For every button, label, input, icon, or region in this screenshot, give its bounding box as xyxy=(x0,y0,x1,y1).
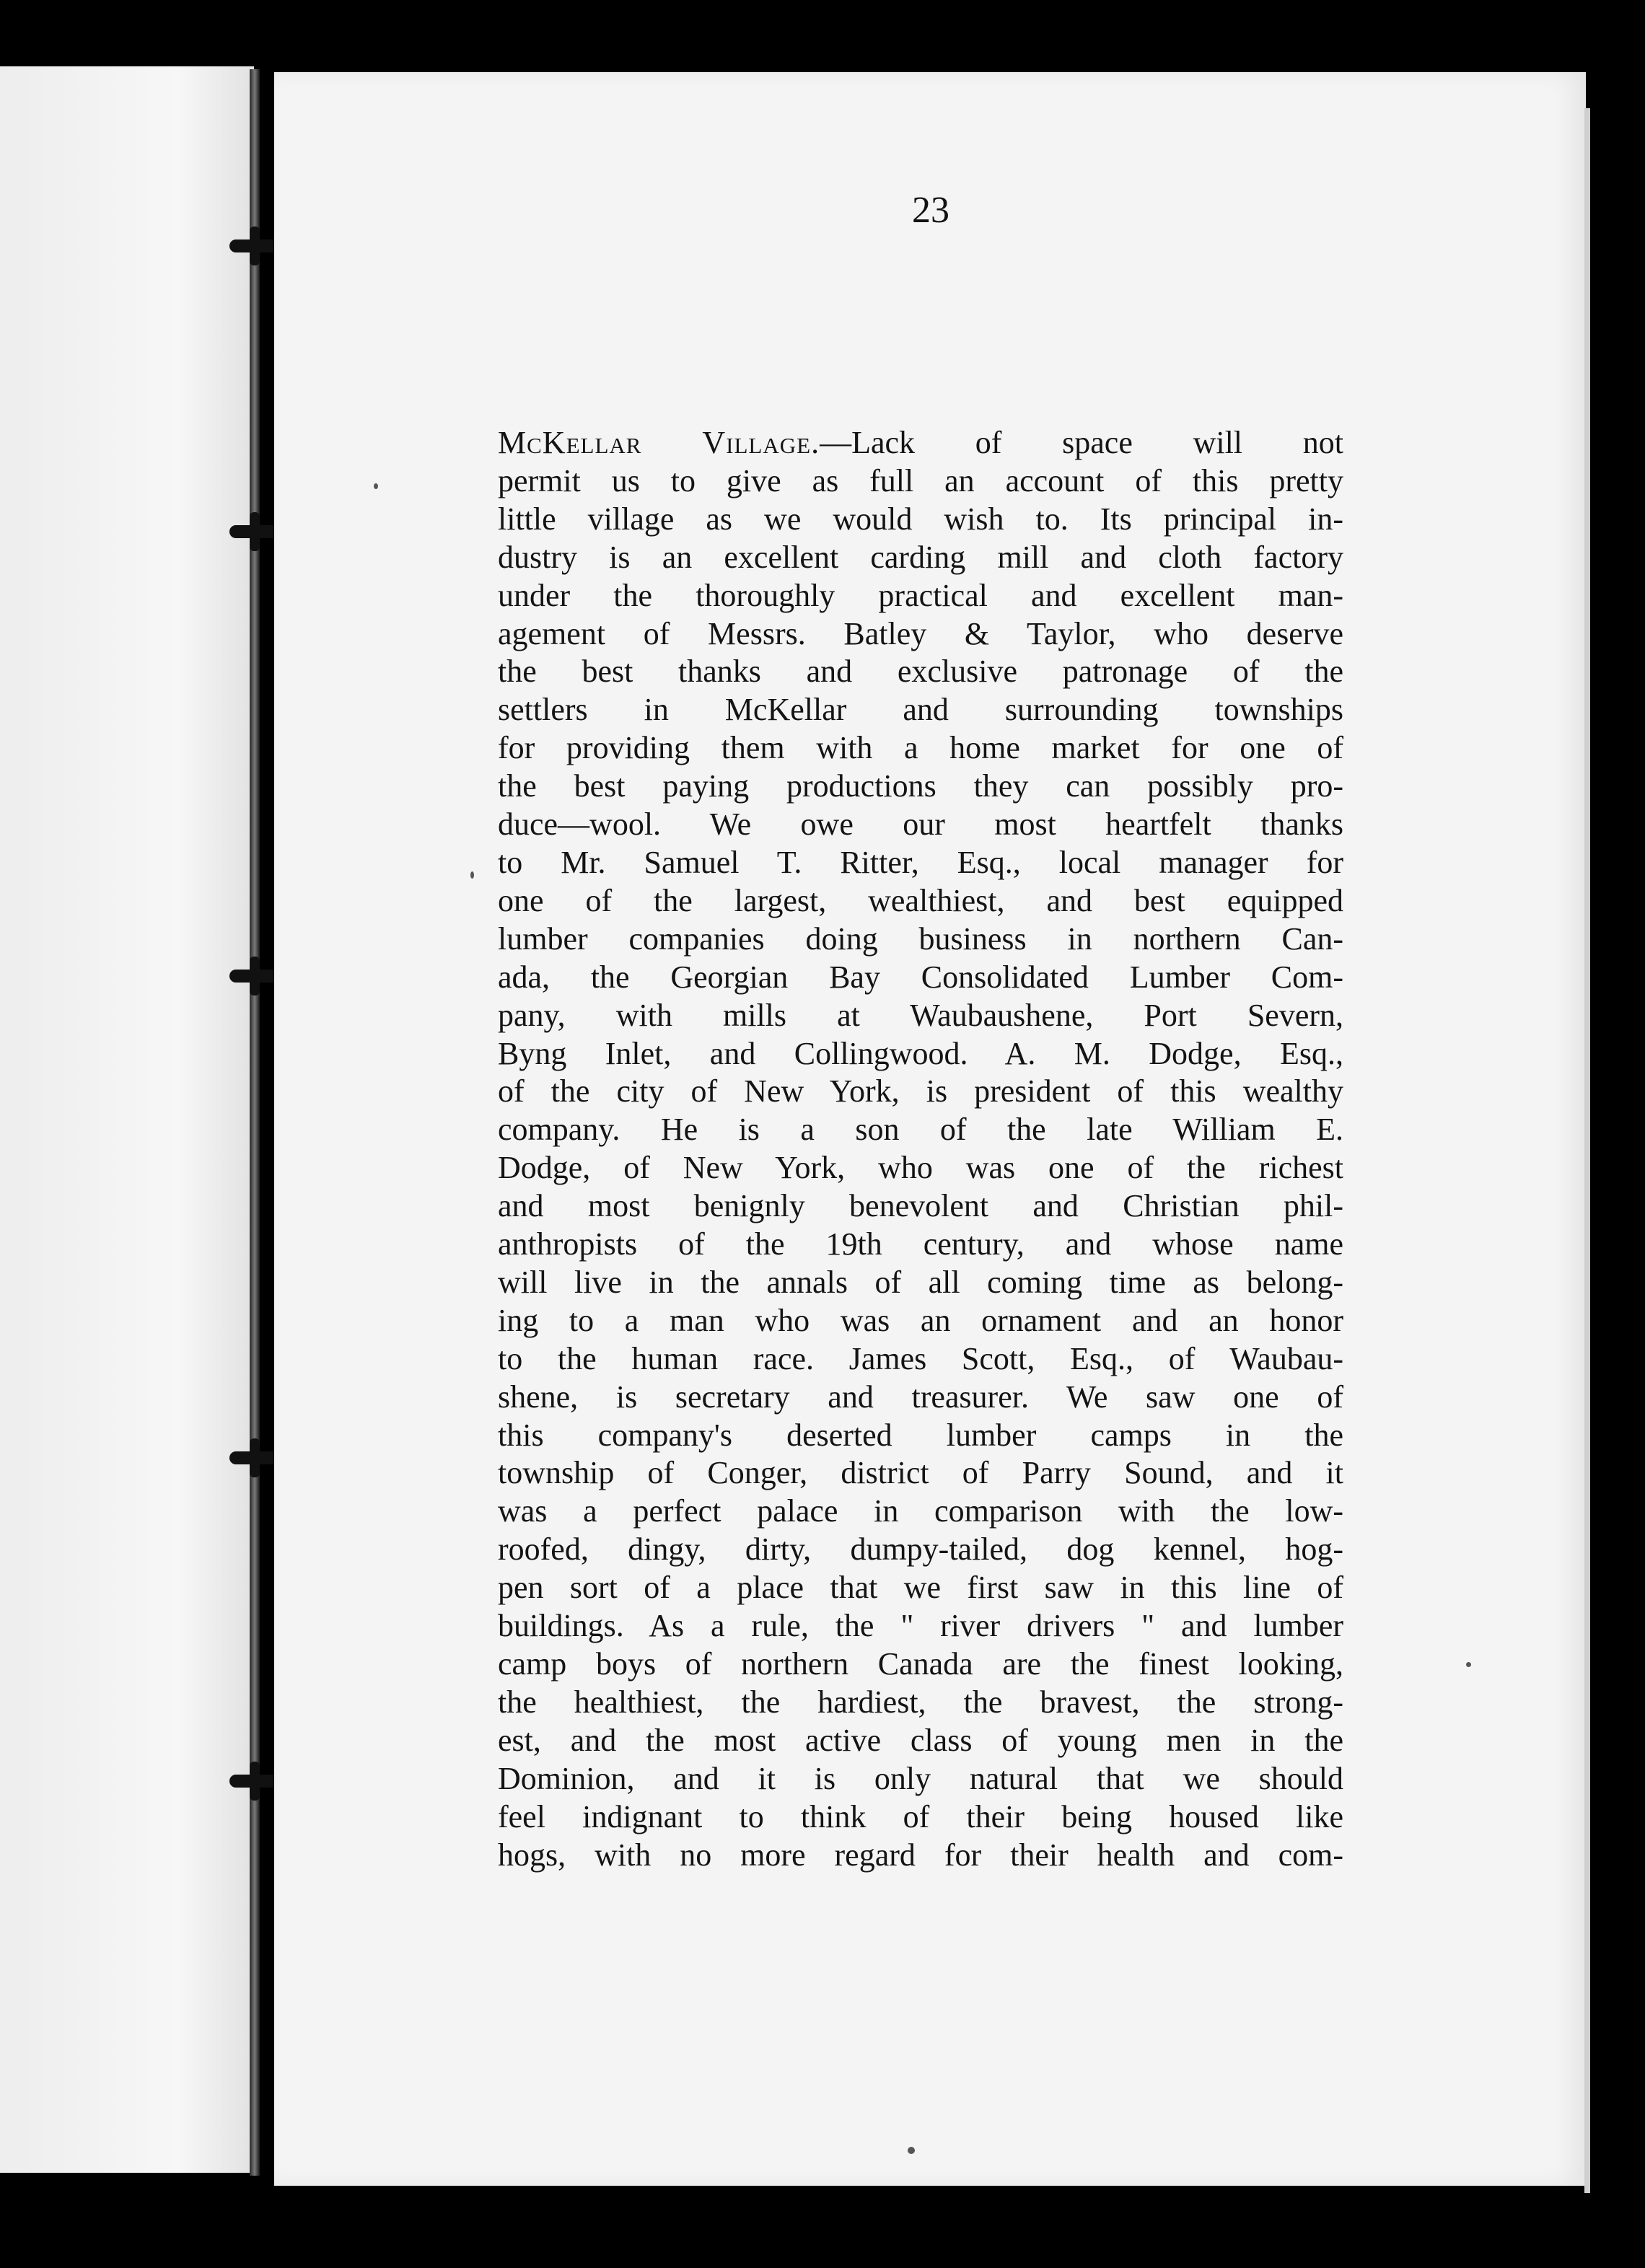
text-line: permit us to give as full an account of this pretty xyxy=(498,462,1343,498)
text-line: little village as we would wish to. Its principal in- xyxy=(498,501,1343,537)
text-line: dustry is an excellent carding mill and cloth factory xyxy=(498,539,1343,575)
text-line: under the thoroughly practical and excellent man- xyxy=(498,577,1343,613)
book-spine xyxy=(250,69,260,2176)
text-line: company. He is a son of the late William E. xyxy=(498,1112,1343,1148)
text-line: anthropists of the 19th century, and whose name xyxy=(498,1226,1343,1262)
text-line: pany, with mills at Waubaushene, Port Severn, xyxy=(498,997,1343,1033)
text-line: was a perfect palace in comparison with the low- xyxy=(498,1493,1343,1529)
paper-speck xyxy=(908,2147,915,2154)
page-edge xyxy=(1584,108,1590,2193)
text-line: lumber companies doing business in northern Can- xyxy=(498,920,1343,957)
text-line: feel indignant to think of their being housed like xyxy=(498,1798,1343,1834)
text-line: of the city of New York, is president of this wealthy xyxy=(498,1073,1343,1109)
paper-speck xyxy=(470,871,474,879)
text-line: shene, is secretary and treasurer. We saw one of xyxy=(498,1379,1343,1415)
text-line: camp boys of northern Canada are the finest looking, xyxy=(498,1646,1343,1682)
text-line: the healthiest, the hardiest, the bravest, the strong- xyxy=(498,1684,1343,1720)
text-line: will live in the annals of all coming time as belong- xyxy=(498,1264,1343,1300)
page-number: 23 xyxy=(912,190,949,231)
text-line: and most benignly benevolent and Christian phil- xyxy=(498,1188,1343,1224)
body-text xyxy=(498,424,1343,1874)
text-line-content: —Lack of space will not xyxy=(820,425,1343,460)
text-line: Dodge, of New York, who was one of the richest xyxy=(498,1150,1343,1186)
text-line: one of the largest, wealthiest, and best equipped xyxy=(498,882,1343,918)
paper-speck xyxy=(1466,1662,1471,1667)
text-line: Byng Inlet, and Collingwood. A. M. Dodge, Esq., xyxy=(498,1035,1343,1071)
left-page xyxy=(0,66,254,2173)
text-line: duce—wool. We owe our most heartfelt thanks xyxy=(498,806,1343,843)
text-line: to the human race. James Scott, Esq., of Waubau- xyxy=(498,1340,1343,1376)
text-line: Dominion, and it is only natural that we should xyxy=(498,1760,1343,1796)
text-line: the best thanks and exclusive patronage of the xyxy=(498,654,1343,690)
text-line: hogs, with no more regard for their health and com- xyxy=(498,1837,1343,1873)
text-line: roofed, dingy, dirty, dumpy-tailed, dog kennel, hog- xyxy=(498,1531,1343,1568)
text-line: buildings. As a rule, the " river drivers " and lumber xyxy=(498,1608,1343,1644)
text-line: agement of Messrs. Batley & Taylor, who deserve xyxy=(498,615,1343,651)
text-line: for providing them with a home market for one of xyxy=(498,730,1343,766)
text-line: the best paying productions they can possibly pro- xyxy=(498,768,1343,804)
text-line: pen sort of a place that we first saw in this line of xyxy=(498,1570,1343,1606)
text-line: est, and the most active class of young men in the xyxy=(498,1722,1343,1758)
text-line: settlers in McKellar and surrounding townships xyxy=(498,692,1343,728)
text-line: this company's deserted lumber camps in the xyxy=(498,1417,1343,1453)
section-heading: McKellar Village. xyxy=(498,425,820,460)
text-line: township of Conger, district of Parry Sound, and it xyxy=(498,1455,1343,1491)
paper-speck xyxy=(374,483,378,489)
text-line: ing to a man who was an ornament and an honor xyxy=(498,1302,1343,1338)
text-line xyxy=(498,424,1343,462)
text-line: to Mr. Samuel T. Ritter, Esq., local manager for xyxy=(498,844,1343,880)
text-line: ada, the Georgian Bay Consolidated Lumber Com- xyxy=(498,959,1343,995)
